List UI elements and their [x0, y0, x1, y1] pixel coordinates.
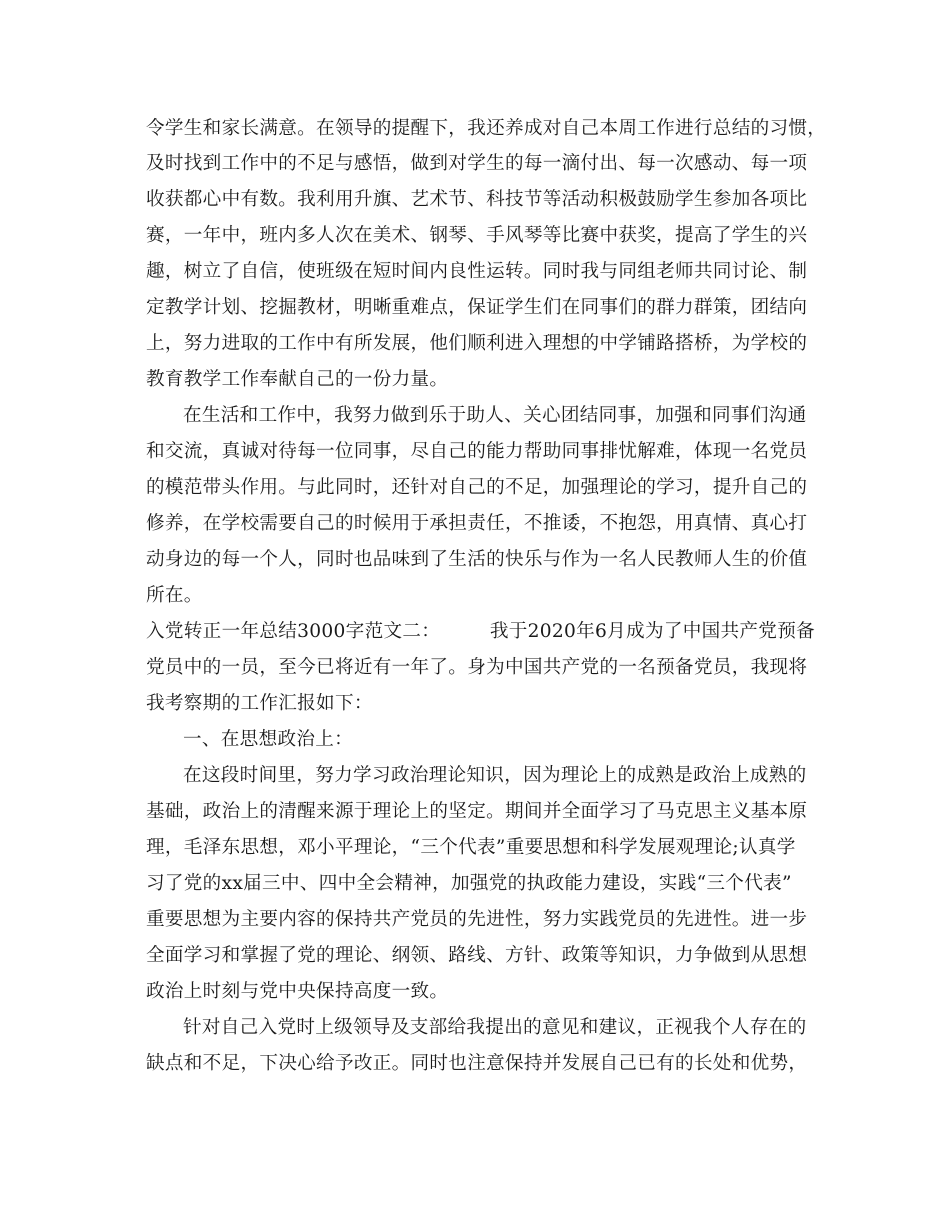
text-line: 缺点和不足，下决心给予改正。同时也注意保持并发展自己已有的长处和优势， [146, 1053, 808, 1074]
text-line: 上，努力进取的工作中有所发展，他们顺利进入理想的中学铺路搭桥，为学校的 [146, 333, 808, 354]
text-line: 修养，在学校需要自己的时候用于承担责任，不推诿，不抱怨，用真情、真心打 [146, 513, 808, 534]
paragraph-first-line: 针对自己入党时上级领导及支部给我提出的意见和建议，正视我个人存在的 [183, 1017, 807, 1038]
paragraph-first-line: 在生活和工作中，我努力做到乐于助人、关心团结同事，加强和同事们沟通 [183, 405, 807, 426]
text-line: 和交流，真诚对待每一位同事，尽自己的能力帮助同事排忧解难，体现一名党员 [146, 441, 808, 462]
text-line: 理，毛泽东思想，邓小平理论，“三个代表”重要思想和科学发展观理论;认真学 [146, 837, 796, 858]
text-line: 所在。 [146, 585, 203, 606]
text-line: 基础，政治上的清醒来源于理论上的坚定。期间并全面学习了马克思主义基本原 [146, 801, 808, 822]
text-line: 及时找到工作中的不足与感悟，做到对学生的每一滴付出、每一次感动、每一项 [146, 153, 808, 174]
text-line: 全面学习和掌握了党的理论、纲领、路线、方针、政策等知识，力争做到从思想 [146, 945, 808, 966]
text-line: 重要思想为主要内容的保持共产党员的先进性，努力实践党员的先进性。进一步 [146, 909, 808, 930]
text-line: 政治上时刻与党中央保持高度一致。 [146, 981, 449, 1002]
text-line: 的模范带头作用。与此同时，还针对自己的不足，加强理论的学习，提升自己的 [146, 477, 808, 498]
text-line: 党员中的一员，至今已将近有一年了。身为中国共产党的一名预备党员，我现将 [146, 657, 808, 678]
text-line: 定教学计划、挖掘教材，明晰重难点，保证学生们在同事们的群力群策，团结向 [146, 297, 808, 318]
text-line: 令学生和家长满意。在领导的提醒下，我还养成对自己本周工作进行总结的习惯， [146, 118, 827, 139]
paragraph-first-line: 在这段时间里，努力学习政治理论知识，因为理论上的成熟是政治上成熟的 [183, 765, 807, 786]
text-line: 收获都心中有数。我利用升旗、艺术节、科技节等活动积极鼓励学生参加各项比 [146, 189, 808, 210]
text-line: 教育教学工作奉献自己的一份力量。 [146, 369, 449, 390]
text-line: 赛，一年中，班内多人次在美术、钢琴、手风琴等比赛中获奖，提高了学生的兴 [146, 225, 808, 246]
text-line: 我考察期的工作汇报如下： [146, 693, 373, 714]
subsection-heading: 一、在思想政治上： [183, 729, 354, 750]
text-line: 趣，树立了自信，使班级在短时间内良性运转。同时我与同组老师共同讨论、制 [146, 261, 808, 282]
text-line: 习了党的xx届三中、四中全会精神，加强党的执政能力建设，实践“三个代表” [146, 873, 792, 894]
text-line: 动身边的每一个人，同时也品味到了生活的快乐与作为一名人民教师人生的价值 [146, 549, 808, 570]
section-heading-line: 入党转正一年总结3000字范文二： 我于2020年6月成为了中国共产党预备 [146, 621, 815, 642]
